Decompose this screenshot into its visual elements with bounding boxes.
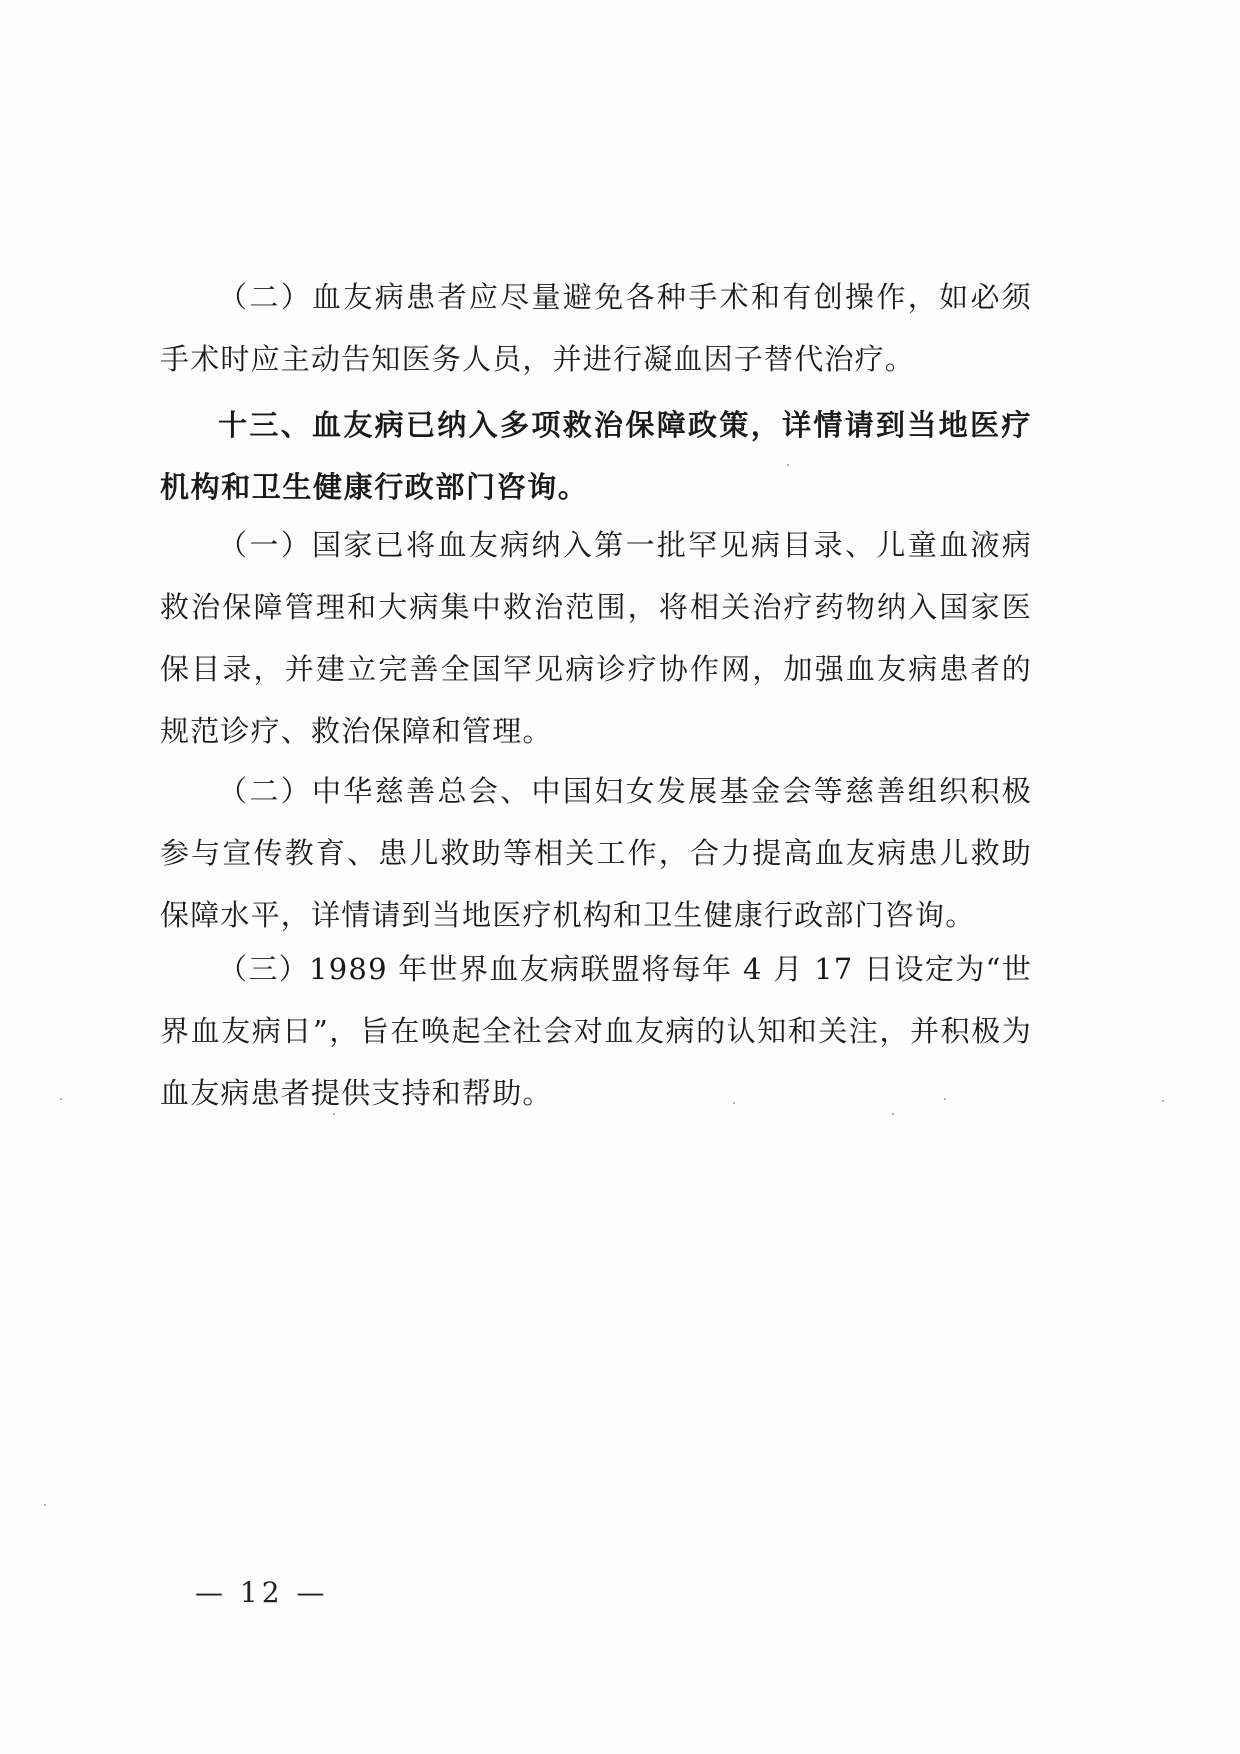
scan-speck bbox=[892, 1113, 894, 1115]
scan-speck bbox=[944, 1098, 946, 1100]
paragraph-charity-organizations: （二）中华慈善总会、中国妇女发展基金会等慈善组织积极参与宣传教育、患儿救助等相关工作，合力提高血友病患儿救助保障水平，详情请到当地医疗机构和卫生健康行政部门咨询。 bbox=[160, 774, 1032, 932]
scan-speck bbox=[60, 1098, 62, 1100]
paragraph-surgery-advice: （二）血友病患者应尽量避免各种手术和有创操作，如必须手术时应主动告知医务人员，并进行凝血因子替代治疗。 bbox=[160, 280, 1032, 376]
page-number: — 12 — bbox=[195, 1576, 329, 1609]
paragraph-world-hemophilia-day: （三）1989 年世界血友病联盟将每年 4 月 17 日设定为“世界血友病日”，旨在唤起全社会对血友病的认知和关注，并积极为血友病患者提供支持和帮助。 bbox=[160, 952, 1032, 1110]
scan-speck bbox=[1162, 1100, 1164, 1102]
scan-speck bbox=[44, 1504, 46, 1506]
paragraph-national-policy: （一）国家已将血友病纳入第一批罕见病目录、儿童血液病救治保障管理和大病集中救治范围，将相关治疗药物纳入国家医保目录，并建立完善全国罕见病诊疗协作网，加强血友病患者的规范诊疗、救治保障和管理。 bbox=[160, 528, 1032, 748]
scan-speck bbox=[333, 1113, 335, 1115]
scan-speck bbox=[787, 464, 789, 466]
section-heading-13: 十三、血友病已纳入多项救治保障政策，详情请到当地医疗机构和卫生健康行政部门咨询。 bbox=[160, 408, 1032, 504]
scan-speck bbox=[733, 1102, 735, 1104]
